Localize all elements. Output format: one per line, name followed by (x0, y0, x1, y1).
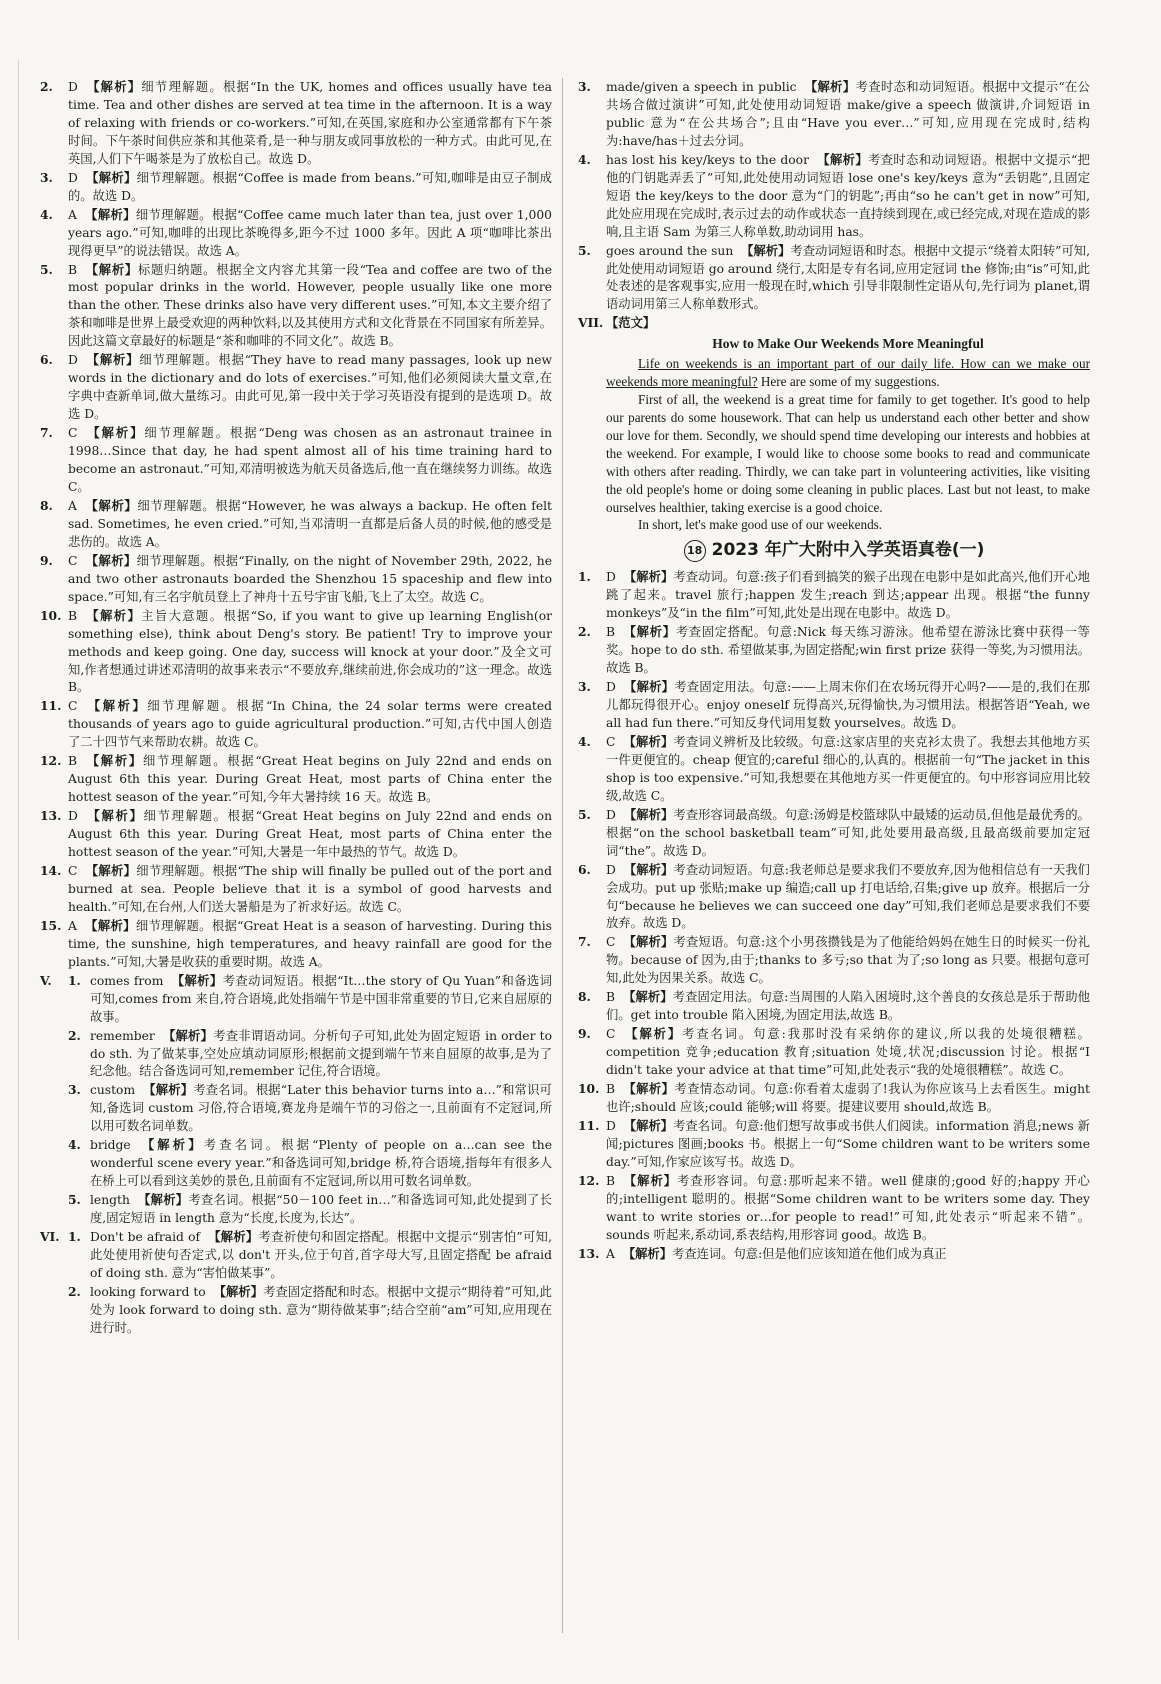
analysis-tag: 【解析】 (143, 1082, 194, 1098)
analysis-tag: 【解析】 (85, 862, 137, 878)
model-essay-tag: 【范文】 (606, 315, 656, 331)
item-number: 4. (68, 1137, 81, 1153)
item-answer: C (606, 935, 616, 950)
analysis-text: 考查祈使句和固定搭配。根据中文提示“别害怕”可知,此处使用祈使句否定式,以 don't 开头,位于句首,首字母大写,且固定搭配 be afraid of doing sth. 意为“害怕做某事”。 (90, 1230, 552, 1280)
exam-item (578, 806, 1090, 861)
item-answer: C (606, 734, 616, 749)
analysis-text: 细节理解题。根据“Great Heat begins on July 22nd and ends on August 6th this year. During Great Heat, most parts of China enter the hottest season of the year.”可知,大暑是一年中最热的节气。故选 D。 (68, 809, 552, 860)
item-answer: A (68, 918, 77, 933)
item-answer: C (68, 426, 78, 441)
exam-item (578, 1172, 1090, 1245)
essay-paragraph-3: In short, let's make good use of our weekends. (638, 517, 883, 533)
item-number: 6. (40, 352, 53, 368)
analysis-text: 细节理解题。根据“Deng was chosen as an astronaut trainee in 1998…Since that day, he had spent almost all of his time training hard to become an astronaut.”可知,邓清明被选为航天员备选后,他一直在继续努力训练。故选 C。 (68, 426, 552, 494)
item-answer: B (606, 1082, 616, 1097)
item-number: 11. (40, 698, 62, 714)
item-answer: D (606, 807, 616, 822)
analysis-text: 考查形容词最高级。句意:汤姆是校篮球队中最矮的运动员,但他是最优秀的。根据“on the school basketball team”可知,此处要用最高级,且最高级前要加定冠词“the”。故选 D。 (606, 807, 1090, 858)
analysis-text: 考查固定搭配和时态。根据中文提示“期待着”可知,此处为 look forward to doing sth. 意为“期待做某事”;结合空前“am”可知,应用现在进行时。 (90, 1284, 552, 1335)
item-number: 1. (578, 569, 591, 585)
section-vii-label: VII. (578, 315, 604, 331)
analysis-tag: 【解析】 (85, 261, 138, 277)
exam-item (578, 1025, 1090, 1080)
item-number: 5. (578, 806, 591, 822)
item-answer: goes around the sun (606, 243, 734, 258)
item-number: 3. (578, 79, 591, 94)
analysis-tag: 【解析】 (623, 806, 674, 822)
item-number: 4. (40, 206, 53, 222)
section-vi-item (578, 151, 1090, 242)
analysis-tag: 【解析】 (86, 352, 140, 368)
binding-line (18, 60, 19, 1640)
analysis-text: 细节理解题。根据“Coffee came much later than tea, just over 1,000 years ago.”可知,咖啡的出现比茶晚得多,距今不过 1000 多年。因此 A 项“咖啡比茶出现得更早”的说法错误。故选 A。 (68, 207, 552, 258)
analysis-text: 考查名词。句意:我那时没有采纳你的建议,所以我的处境很糟糕。competition 竞争;education 教育;situation 处境,状况;discussion 讨论。根据“I didn't take your advice at that time”可知,此处表示“我的处境很糟糕”。故选 C。 (606, 1027, 1090, 1078)
essay-paragraph-2: First of all, the weekend is a great time for family to get together. It's good to help our parents do some housework. That can help us understand each other better and show our love for them. Secondly, we should spend time developing our interests and hobbies at the weekend. For example, I would like to choose some books to read and communicate with others after reading. Thirdly, we can take part in volunteering activities, like visiting the old people's home or doing some cleaning in public places. Last but not least, to make ourselves healthier, taking exercise is a good choice. (606, 392, 1090, 515)
item-answer: D (606, 680, 616, 695)
section-v-item (68, 972, 552, 1027)
answer-item (40, 424, 552, 497)
analysis-text: 考查固定用法。句意:当周围的人陷入困境时,这个善良的女孩总是乐于帮助他们。get into trouble 陷入困境,为固定用法,故选 B。 (606, 990, 1090, 1023)
item-answer: B (68, 754, 78, 769)
analysis-tag: 【解析】 (622, 1245, 673, 1261)
item-answer: bridge (90, 1138, 131, 1153)
answer-item (40, 552, 552, 607)
item-number: 6. (578, 861, 591, 877)
analysis-text: 考查情态动词。句意:你看着太虚弱了!我认为你应该马上去看医生。might 也许;should 应该;could 能够;will 将要。提建议要用 should,故选 B。 (606, 1082, 1090, 1114)
left-column (40, 78, 552, 1338)
analysis-tag: 【解析】 (623, 624, 676, 640)
item-number: 3. (68, 1082, 81, 1098)
analysis-tag: 【解析】 (141, 1137, 204, 1153)
analysis-text: 细节理解题。根据“The ship will finally be pulled out of the port and burned at sea. People believe that it is a symbol of good harvests and health.”可知,在台州,人们送大暑船是为了祈求好运。故选 C。 (68, 863, 552, 914)
analysis-tag: 【解析】 (625, 1026, 683, 1042)
item-answer: looking forward to (90, 1284, 206, 1299)
section-v-label: V. (40, 972, 52, 988)
analysis-tag: 【解析】 (87, 425, 145, 441)
item-answer: D (68, 170, 78, 185)
analysis-tag: 【解析】 (623, 733, 674, 749)
analysis-text: 主旨大意题。根据“So, if you want to give up learning English(or something else), think about Deng's story. Be patient! Try to improve your methods and keep going. One day, success will knock at your door.”及全文可知,作者想通过讲述邓清明的故事来表示“不要放弃,继续前进,你会成功的”这一理念。故选 B。 (68, 608, 552, 695)
answer-item (40, 206, 552, 261)
item-number: 8. (40, 497, 53, 513)
right-column (578, 78, 1090, 1264)
item-number: 5. (578, 242, 591, 258)
item-answer: B (606, 990, 616, 1005)
analysis-text: 考查动词短语。句意:我老师总是要求我们不要放弃,因为他相信总有一天我们会成功。put up 张贴;make up 编造;call up 打电话给,召集;give up 放弃。根据后一分句“because he believes we can succeed one day”可知,我们老师总是要求我们不要放弃。故选 D。 (606, 862, 1090, 931)
item-answer: Don't be afraid of (90, 1230, 201, 1245)
section-v-item (68, 1136, 552, 1191)
item-number: 4. (578, 733, 591, 749)
item-number: 2. (40, 79, 53, 94)
exam-item (578, 568, 1090, 623)
analysis-tag: 【解析】 (623, 861, 674, 877)
analysis-text: 细节理解题。根据“They have to read many passages, look up new words in the dictionary and do lots of exercises.”可知,他们必须阅读大量文章,在字典中查新单词,做大量练习。由此可见,第一段中关于学习英语没有提到的是选项 D。故选 D。 (68, 353, 552, 422)
item-number: 8. (578, 989, 591, 1005)
item-answer: D (68, 809, 78, 824)
item-answer: D (606, 570, 616, 585)
analysis-text: 细节理解题。根据“In the UK, homes and offices usually have tea time. Tea and other dishes are served at tea time in the afternoon. It is a way of relaxing with friends or co-workers.”可知,在英国,家庭和办公室通常都有下午茶时间。下午茶时间供应茶和其他菜肴,是一种与朋友或同事放松的一种方式。由此可见,在英国,人们下午喝茶是为了放松自己。故选 D。 (68, 80, 552, 166)
circled-number: 18 (684, 540, 706, 562)
exam-item (578, 933, 1090, 988)
item-answer: comes from (90, 973, 164, 988)
item-answer: C (68, 699, 78, 714)
analysis-tag: 【解析】 (85, 206, 136, 222)
analysis-tag: 【解析】 (804, 79, 856, 94)
analysis-text: 考查固定搭配。句意:Nick 每天练习游泳。他希望在游泳比赛中获得一等奖。hope to do sth. 希望做某事,为固定搭配;win first prize 获得一等奖,为习惯用法。故选 B。 (606, 625, 1090, 676)
analysis-text: 考查动词短语。根据“It…the story of Qu Yuan”和备选词可知,comes from 来自,符合语境,此处指端午节是中国非常重要的节日,它来自屈原的故事。 (90, 973, 552, 1024)
item-answer: D (606, 1118, 616, 1133)
section-vi-item (68, 1228, 552, 1283)
essay-paragraph-1 (606, 355, 1090, 391)
exam-item (578, 678, 1090, 733)
section-vi-item (68, 1283, 552, 1338)
analysis-tag: 【解析】 (208, 1229, 259, 1245)
analysis-tag: 【解析】 (86, 753, 143, 769)
item-number: 9. (40, 552, 53, 568)
item-number: 11. (578, 1117, 600, 1133)
analysis-text: 细节理解题。根据“However, he was always a backup. He often felt sad. Sometimes, he even cried.”可知,当邓清明一直都是后备人员的时候,他的感受是悲伤的。故选 A。 (68, 498, 552, 549)
analysis-text: 细节理解题。根据“In China, the 24 solar terms were created thousands of years ago to guide agricultural production.”可知,古代中国人创造了二十四节气来帮助农耕。故选 C。 (68, 699, 552, 750)
item-answer: C (68, 553, 78, 568)
item-number: 12. (40, 753, 62, 769)
section-vi-item (578, 78, 1090, 151)
item-answer: has lost his key/keys to the door (606, 152, 809, 167)
answer-item (40, 862, 552, 917)
analysis-text: 考查名词。句意:他们想写故事或书供人们阅读。information 消息;news 新闻;pictures 图画;books 书。根据上一句“Some children want to be writers some day.”可知,作家应该写书。故选 D。 (606, 1118, 1090, 1169)
analysis-tag: 【解析】 (623, 1117, 674, 1133)
essay-underlined-sentence: Life on weekends is an important part of our daily life. How can we make our weekends more meaningful? (606, 356, 1090, 390)
exam-title: 2023 年广大附中入学英语真卷(一) (711, 540, 985, 561)
answer-item (40, 752, 552, 807)
analysis-tag: 【解析】 (624, 679, 675, 695)
column-divider (562, 78, 563, 1633)
exam-item (578, 988, 1090, 1025)
item-number: 13. (578, 1245, 600, 1261)
item-answer: remember (90, 1028, 155, 1043)
exam-item (578, 1117, 1090, 1172)
item-answer: custom (90, 1083, 136, 1098)
item-answer: A (68, 207, 77, 222)
item-number: 1. (68, 972, 81, 988)
item-number: 3. (578, 679, 591, 695)
analysis-text: 细节理解题。根据“Great Heat is a season of harvesting. During this time, the sunshine, high temperatures, and heavy rainfall are good for the plants.”可知,大暑是收获的重要时期。故选 A。 (68, 918, 552, 969)
item-number: 9. (578, 1026, 591, 1042)
item-answer: C (68, 863, 78, 878)
section-vi (40, 1228, 552, 1338)
item-number: 7. (40, 425, 53, 441)
analysis-text: 考查词义辨析及比较级。句意:这家店里的夹克衫太贵了。我想去其他地方买一件更便宜的。cheap 便宜的;careful 细心的,认真的。根据前一句“The jacket in this shop is too expensive.”可知,我想要在其他地方买一件更便宜的。句中形容词应用比较级,故选 C。 (606, 734, 1090, 803)
answer-item (40, 697, 552, 752)
analysis-tag: 【解析】 (138, 1192, 189, 1208)
model-essay (578, 335, 1090, 534)
analysis-text: 考查名词。根据“Plenty of people on a…can see the wonderful scene every year.”和备选词可知,bridge 桥,符合语境,指每年有很多人在桥上可以看到这美妙的景色,且前面有不定冠词,所以用可数名词单数。 (90, 1138, 552, 1189)
answer-item (40, 351, 552, 424)
essay-title: How to Make Our Weekends More Meaningful (712, 336, 984, 352)
analysis-tag: 【解析】 (623, 569, 674, 585)
item-number: 5. (40, 261, 53, 277)
analysis-tag: 【解析】 (87, 698, 148, 714)
item-answer: A (68, 498, 77, 513)
item-answer: length (90, 1193, 130, 1208)
item-number: 10. (578, 1081, 600, 1097)
answer-item (40, 78, 552, 169)
analysis-text: 考查连词。句意:但是他们应该知道在他们成为真正 (672, 1246, 947, 1261)
analysis-text: 考查固定用法。句意:——上周末你们在农场玩得开心吗?——是的,我们在那儿都玩得很开心。enjoy oneself 玩得高兴,玩得愉快,为习惯用法。根据答语“Yeah, we all had fun there.”可知反身代词用复数 yourselves。故选 D。 (606, 680, 1090, 730)
analysis-tag: 【解析】 (162, 1027, 214, 1043)
analysis-text: 考查动词短语和时态。根据中文提示“绕着太阳转”可知,此处使用动词短语 go around 绕行,太阳是专有名词,应用定冠词 the 修饰;由“is”可知,此处表述的是客观事实,应用一般现在时,which 引导非限制性定语从句,先行词为 planet,谓语动词用第三人称单数形式。 (606, 243, 1090, 312)
item-number: 2. (578, 624, 591, 640)
analysis-tag: 【解析】 (171, 972, 223, 988)
item-answer: C (606, 1027, 616, 1042)
analysis-text: 细节理解题。根据“Great Heat begins on July 22nd and ends on August 6th this year. During Great Heat, most parts of China enter the hottest season of the year.”可知,今年大暑持续 16 天。故选 B。 (68, 754, 552, 805)
item-answer: A (606, 1246, 615, 1261)
analysis-tag: 【解析】 (623, 989, 673, 1005)
analysis-text: 标题归纳题。根据全文内容尤其第一段“Tea and coffee are two of the most popular drinks in the world. However, people usually like one more than the other. These drinks also have very different uses.”可知,本文主要介绍了茶和咖啡是世界上最受欢迎的两种饮料,以及其使用方式和文化背景在不同国家有所差异。因此这篇文章最好的标题是“茶和咖啡的不同文化”。故选 B。 (68, 262, 552, 349)
analysis-tag: 【解析】 (213, 1283, 264, 1299)
analysis-tag: 【解析】 (86, 607, 142, 623)
answer-item (40, 261, 552, 352)
analysis-text: 考查名词。根据“50－100 feet in…”和备选词可知,此处提到了长度,固定短语 in length 意为“长度,长度为,长达”。 (90, 1193, 552, 1226)
item-answer: D (68, 80, 78, 94)
analysis-tag: 【解析】 (623, 1081, 675, 1097)
item-answer: B (68, 608, 78, 623)
item-number: 5. (68, 1192, 81, 1208)
analysis-text: 考查时态和动词短语。根据中文提示“在公共场合做过演讲”可知,此处使用动词短语 make/give a speech 做演讲,介词短语 in public 意为“在公共场合”;且由“Have you ever…”可知,应用现在完成时,结构为:have/has＋过去分词。 (606, 80, 1090, 148)
analysis-tag: 【解析】 (741, 242, 791, 258)
answer-item (40, 607, 552, 698)
item-number: 1. (68, 1229, 81, 1245)
item-number: 2. (68, 1027, 81, 1043)
analysis-text: 细节理解题。根据“Coffee is made from beans.”可知,咖啡是由豆子制成的。故选 D。 (68, 170, 552, 203)
item-answer: B (606, 1173, 616, 1188)
item-number: 4. (578, 151, 591, 167)
exam-item (578, 861, 1090, 934)
item-answer: D (68, 353, 78, 368)
item-number: 7. (578, 934, 591, 950)
section-vi-label: VI. (40, 1229, 60, 1245)
section-vi-item (578, 242, 1090, 315)
exam-item (578, 623, 1090, 678)
analysis-tag: 【解析】 (85, 917, 136, 933)
exam-item (578, 1080, 1090, 1117)
item-answer: B (606, 625, 616, 640)
analysis-tag: 【解析】 (817, 151, 869, 167)
section-v (40, 972, 552, 1228)
analysis-text: 考查非谓语动词。分析句子可知,此处为固定短语 in order to do sth. 为了做某事,空处应填动词原形;根据前文提到端午节来自屈原的故事,是为了纪念他。结合备选词可知,remember 记住,符合语境。 (90, 1028, 552, 1079)
item-answer: made/given a speech in public (606, 80, 797, 94)
analysis-tag: 【解析】 (87, 79, 142, 94)
section-v-item (68, 1191, 552, 1228)
analysis-text: 细节理解题。根据“Finally, on the night of November 29th, 2022, he and two other astronauts boarded the Shenzhou 15 spaceship and flew into space.”可知,有三名宇航员登上了神舟十五号宇宙飞船,飞上了太空。故选 C。 (68, 553, 552, 604)
analysis-tag: 【解析】 (86, 169, 137, 185)
item-number: 10. (40, 607, 62, 623)
analysis-text: 考查动词。句意:孩子们看到搞笑的猴子出现在电影中是如此高兴,他们开心地跳了起来。travel 旅行;happen 发生;reach 到达;appear 出现。根据“the funny monkeys”及“in the film”可知,此处是出现在电影中。故选 D。 (606, 570, 1090, 621)
item-number: 14. (40, 862, 62, 878)
item-number: 13. (40, 808, 62, 824)
exam-item (578, 1245, 1090, 1264)
essay-paragraph-1-rest: Here are some of my suggestions. (757, 374, 940, 390)
analysis-tag: 【解析】 (85, 497, 138, 513)
item-number: 15. (40, 917, 62, 933)
item-answer: B (68, 262, 78, 277)
analysis-text: 考查时态和动词短语。根据中文提示“把他的门钥匙弄丢了”可知,此处使用动词短语 lose one's key/keys 意为“丢钥匙”,且固定短语 the key/keys to the door 意为“门的钥匙”;再由“so he can't get in now”可知,此处应用现在完成时,表示过去的动作或状态一直持续到现在,或已经完成,对现在造成的影响,且主语 Sam 为第三人称单数,助动词用 has。 (606, 152, 1090, 239)
analysis-tag: 【解析】 (85, 552, 137, 568)
analysis-tag: 【解析】 (623, 934, 674, 950)
section-v-item (68, 1081, 552, 1136)
answer-item (40, 917, 552, 972)
item-number: 3. (40, 169, 53, 185)
exam-heading (578, 540, 1090, 562)
answer-item (40, 169, 552, 206)
item-number: 2. (68, 1283, 81, 1299)
analysis-text: 考查名词。根据“Later this behavior turns into a…”和常识可知,备选词 custom 习俗,符合语境,赛龙舟是端午节的习俗之一,且前面有不定冠词,所以用可数名词单数。 (90, 1083, 552, 1134)
analysis-text: 考查短语。句意:这个小男孩攒钱是为了他能给妈妈在她生日的时候买一份礼物。because of 因为,由于;thanks to 多亏;so that 为了;so long as 只要。根据句意可知,此处为因果关系。故选 C。 (606, 935, 1090, 986)
analysis-text: 考查形容词。句意:那听起来不错。well 健康的;good 好的;happy 开心的;intelligent 聪明的。根据“Some children want to be writers some day. They want to write stories or…for people to read!”可知,此处表示“听起来不错”。sounds 听起来,系动词,系表结构,用形容词 good。故选 B。 (606, 1173, 1090, 1242)
exam-item (578, 733, 1090, 806)
analysis-tag: 【解析】 (623, 1172, 677, 1188)
answer-item (40, 807, 552, 862)
answer-item (40, 497, 552, 552)
item-answer: D (606, 862, 616, 877)
section-v-item (68, 1027, 552, 1082)
item-number: 12. (578, 1172, 600, 1188)
analysis-tag: 【解析】 (87, 808, 144, 824)
section-vii (578, 314, 1090, 333)
